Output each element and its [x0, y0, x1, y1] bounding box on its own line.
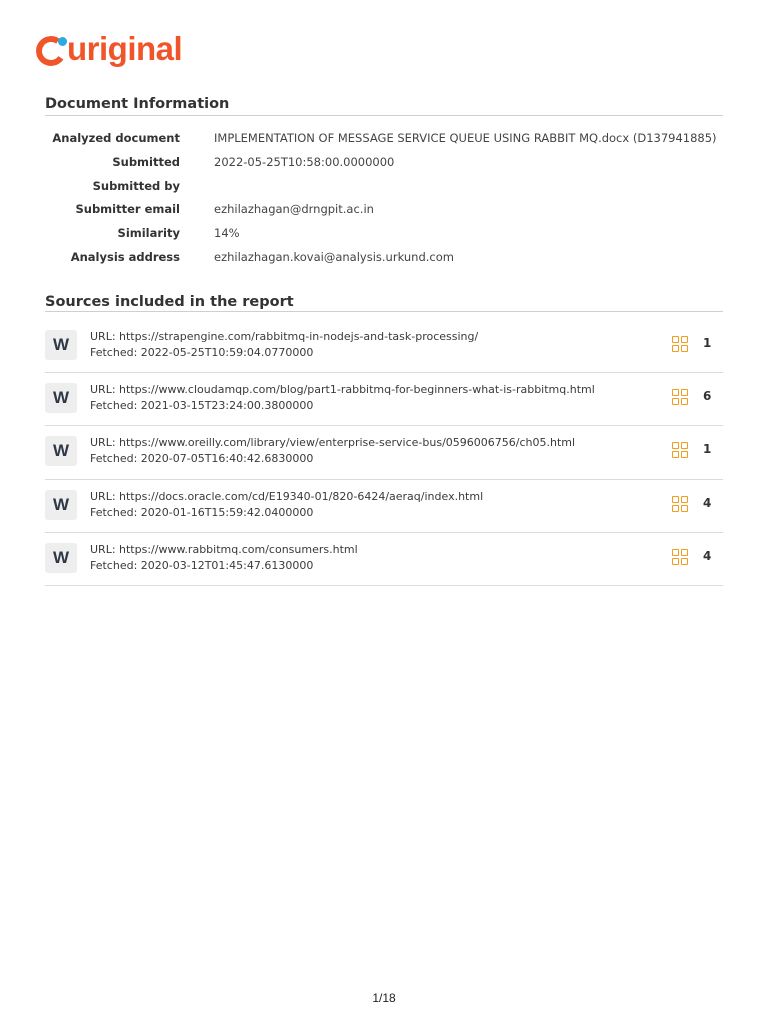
info-label: Submitted [112, 154, 180, 169]
info-value: ezhilazhagan.kovai@analysis.urkund.com [214, 249, 454, 264]
source-fetched: Fetched: 2020-01-16T15:59:42.0400000 [90, 505, 314, 519]
source-url[interactable]: URL: https://www.cloudamqp.com/blog/part1-rabbitmq-for-beginners-what-is-rabbitmq.html [90, 383, 595, 397]
info-value: 2022-05-25T10:58:00.0000000 [214, 154, 395, 169]
sources-list [45, 320, 723, 586]
source-fetched: Fetched: 2022-05-25T10:59:04.0770000 [90, 346, 314, 359]
info-row [45, 223, 723, 247]
info-label: Similarity [117, 226, 180, 241]
logo-c-mark [36, 32, 66, 66]
info-row [45, 199, 723, 223]
source-row[interactable] [45, 320, 723, 373]
source-url[interactable]: URL: https://docs.oracle.com/cd/E19340-01/820-6424/aeraq/index.html [90, 489, 484, 503]
info-value: IMPLEMENTATION OF MESSAGE SERVICE QUEUE USING RABBIT MQ.docx (D137941885) [214, 131, 717, 145]
info-value: ezhilazhagan@drngpit.ac.in [214, 202, 374, 217]
w-badge-icon: W [45, 543, 77, 573]
source-row[interactable] [45, 480, 723, 533]
source-text [90, 435, 575, 467]
source-fetched: Fetched: 2020-03-12T01:45:47.6130000 [90, 558, 314, 572]
match-count: 4 [703, 548, 712, 563]
divider [45, 311, 723, 312]
info-row [45, 128, 723, 152]
match-count: 1 [703, 336, 712, 350]
w-badge-icon: W [45, 330, 77, 360]
source-fetched: Fetched: 2021-03-15T23:24:00.3800000 [90, 399, 314, 413]
info-label: Submitted by [92, 178, 180, 193]
match-count: 6 [703, 389, 712, 404]
source-url[interactable]: URL: https://www.oreilly.com/library/view/enterprise-service-bus/0596006756/ch05.html [90, 436, 576, 450]
w-badge-icon: W [45, 490, 77, 520]
source-text [90, 489, 483, 521]
info-label: Submitter email [75, 202, 180, 217]
logo-text: uriginal [67, 30, 183, 67]
grid-icon[interactable] [672, 336, 688, 352]
source-url[interactable]: URL: https://strapengine.com/rabbitmq-in-nodejs-and-task-processing/ [90, 330, 479, 343]
grid-icon[interactable] [672, 389, 688, 405]
source-text [90, 542, 358, 574]
info-row [45, 176, 723, 200]
match-count: 1 [703, 442, 712, 457]
info-label: Analysis address [70, 249, 180, 264]
page-number: 1/18 [372, 991, 396, 1005]
source-text [90, 329, 478, 361]
divider [45, 115, 723, 116]
source-row[interactable] [45, 426, 723, 479]
source-fetched: Fetched: 2020-07-05T16:40:42.6830000 [90, 452, 314, 466]
info-value: 14% [214, 226, 240, 241]
info-label: Analyzed document [52, 131, 180, 145]
match-count: 4 [703, 495, 712, 510]
sources-title: Sources included in the report [45, 294, 294, 310]
w-badge-icon: W [45, 383, 77, 413]
w-badge-icon: W [45, 436, 77, 466]
source-row[interactable] [45, 533, 723, 586]
document-info-table [45, 128, 723, 271]
grid-icon[interactable] [672, 549, 688, 565]
document-information-title: Document Information [45, 96, 230, 112]
grid-icon[interactable] [672, 442, 688, 458]
source-url[interactable]: URL: https://www.rabbitmq.com/consumers.html [90, 542, 358, 556]
source-text [90, 382, 595, 414]
info-row [45, 247, 723, 271]
info-row [45, 152, 723, 176]
source-row[interactable] [45, 373, 723, 426]
grid-icon[interactable] [672, 496, 688, 512]
curiginal-logo [36, 26, 182, 66]
